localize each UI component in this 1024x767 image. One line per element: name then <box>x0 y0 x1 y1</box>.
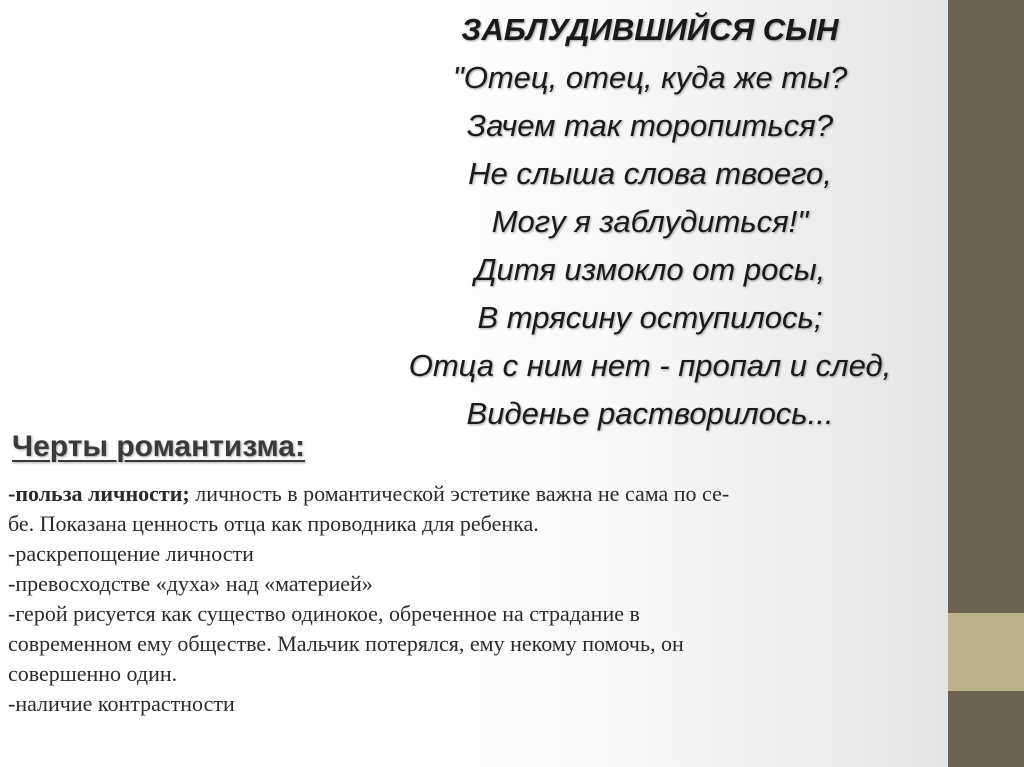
feature-item-continuation: бе. Показана ценность отца как проводника для ребенка. <box>8 511 539 536</box>
feature-item-continuation: совершенно один. <box>8 661 178 686</box>
poem-line: Виденье растворилось... <box>466 396 834 431</box>
feature-item-text: личность в романтической эстетике важна не сама по се- <box>189 481 730 506</box>
poem-line: "Отец, отец, куда же ты? <box>452 60 848 95</box>
poem-line: Не слыша слова твоего, <box>468 156 832 191</box>
feature-item: -раскрепощение личности <box>8 541 254 566</box>
feature-item: -герой рисуется как существо одинокое, обреченное на страдание в <box>8 601 640 626</box>
feature-item: -превосходстве «духа» над «материей» <box>8 571 373 596</box>
poem-line: Дитя измокло от росы, <box>474 252 826 287</box>
features-list <box>8 479 1008 719</box>
feature-item <box>8 479 1008 509</box>
features-heading: Черты романтизма: <box>12 430 305 463</box>
poem-line: Отца с ним нет - пропал и след, <box>408 348 892 383</box>
feature-item-bold-label: -польза личности; <box>8 481 190 506</box>
feature-item-continuation: современном ему обществе. Мальчик потерялся, ему некому помочь, он <box>8 631 684 656</box>
poem-title: ЗАБЛУДИВШИЙСЯ СЫН <box>461 12 839 47</box>
poem-line: Могу я заблудиться!" <box>491 204 809 239</box>
feature-item: -наличие контрастности <box>8 691 235 716</box>
poem-line: Зачем так торопиться? <box>467 108 833 143</box>
poem-line: В трясину оступилось; <box>477 300 823 335</box>
poem-block <box>330 6 970 438</box>
